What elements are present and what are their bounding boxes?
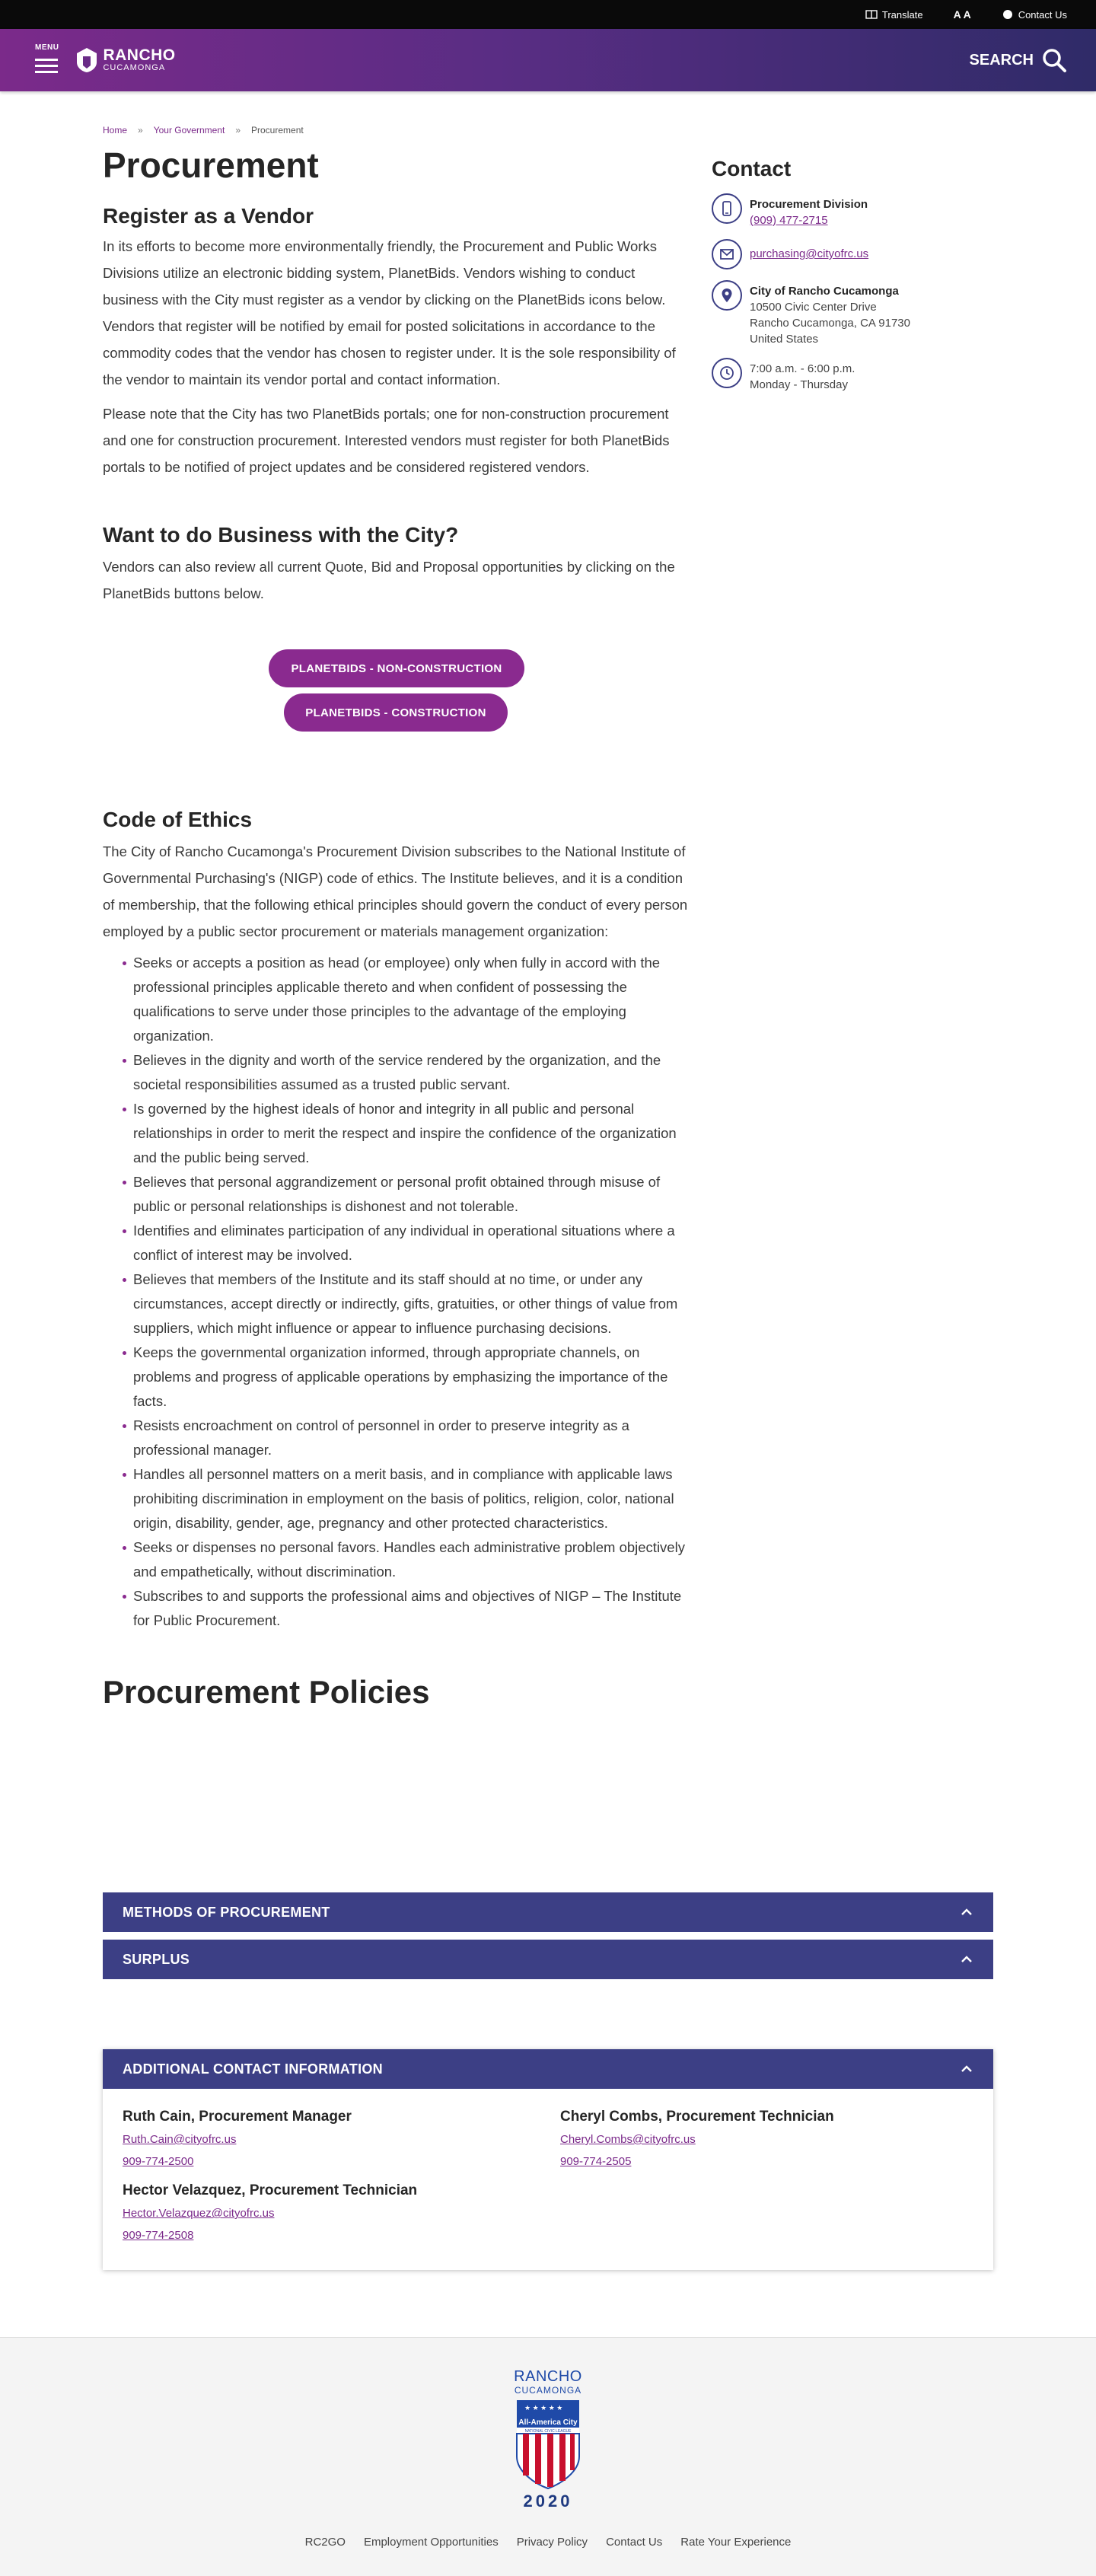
ethics-intro: The City of Rancho Cucamonga's Procurement Division subscribes to the National Institute of Governmental Purchasing's (NIGP) code of ethics. The Institute believes, and it is a condition of membership, that the following ethical principles should govern the conduct of every person employed by a public sector procurement or materials management organization: (103, 843, 688, 939)
footer-link-employment[interactable]: Employment Opportunities (363, 2536, 499, 2549)
ethics-list (103, 951, 689, 1633)
contact-hours-row (712, 358, 986, 393)
contact-phone-row (712, 193, 986, 228)
footer-year: 2020 (523, 2492, 573, 2511)
list-item: Seeks or accepts a position as head (or employee) only when fully in accord with the professional principles applicable thereto and when confident of possessing the qualifications to serve under those principles to the advantage of the employing organization. (123, 951, 689, 1048)
site-logo[interactable] (75, 47, 175, 73)
list-item: Believes in the dignity and worth of the service rendered by the organization, and the societal responsibilities assumed as a trusted public servant. (123, 1048, 689, 1097)
accordion-additional-contact-label: ADDITIONAL CONTACT INFORMATION (123, 2061, 383, 2077)
svg-text:★ ★ ★ ★ ★: ★ ★ ★ ★ ★ (524, 2404, 563, 2412)
envelope-icon (712, 239, 742, 269)
clock-icon (712, 358, 742, 388)
contact-division: Procurement Division (750, 198, 868, 211)
badge-title: All-America City (518, 2418, 578, 2427)
contact-days: Monday - Thursday (750, 378, 848, 391)
chevron-up-icon (960, 1905, 973, 1919)
footer-link-rc2go[interactable]: RC2GO (304, 2536, 346, 2549)
menu-button[interactable] (35, 43, 59, 77)
search-button[interactable] (970, 47, 1067, 73)
contact-email-row (712, 239, 986, 269)
accordion-additional-contact[interactable] (103, 2049, 993, 2089)
phone-icon (712, 193, 742, 224)
accordion-methods-label: METHODS OF PROCUREMENT (123, 1904, 330, 1920)
search-label: SEARCH (969, 51, 1034, 69)
breadcrumb-separator: » (138, 125, 143, 135)
list-item: Believes that members of the Institute and its staff should at no time, or under any circumstances, accept directly or indirectly, gifts, gratuities, or other things of value from suppliers, which might influence or appear to influence purchasing decisions. (123, 1267, 689, 1341)
accordion-surplus-label: SURPLUS (123, 1951, 190, 1967)
contact-person-phone[interactable]: 909-774-2505 (560, 2155, 632, 2168)
contact-address-line3: United States (750, 333, 819, 346)
menu-label: MENU (35, 43, 59, 52)
translate-label: Translate (881, 8, 923, 21)
logo-line1: RANCHO (103, 46, 176, 64)
contact-address-line1: 10500 Civic Center Drive (750, 301, 877, 314)
planetbids-buttons (103, 649, 689, 733)
additional-contact-panel (103, 2049, 993, 2270)
page-title: Procurement (103, 145, 319, 185)
footer-logo-line2: CUCAMONGA (514, 2385, 582, 2396)
contact-email-link[interactable]: purchasing@cityofrc.us (750, 247, 869, 260)
contact-person-name: Ruth Cain, Procurement Manager (123, 2109, 352, 2125)
accordion-surplus[interactable] (103, 1940, 993, 1979)
page-body (0, 91, 1096, 2576)
text-size-toggle[interactable] (954, 8, 971, 21)
main-content (103, 91, 689, 1714)
contact-person-phone[interactable]: 909-774-2500 (123, 2155, 194, 2168)
breadcrumb-current: Procurement (251, 125, 304, 135)
logo-line2: CUCAMONGA (103, 63, 166, 72)
breadcrumb-your-government[interactable]: Your Government (153, 125, 225, 135)
list-item: Handles all personnel matters on a merit basis, and in compliance with applicable laws prohibiting discrimination in employment on the basis of politics, religion, color, national origin, disability, gender, age, pregnancy and other protected characteristics. (123, 1462, 689, 1535)
list-item: Seeks or dispenses no personal favors. Handles each administrative problem objectively and empathetically, without discrimination. (123, 1535, 689, 1584)
contact-phone-link[interactable]: (909) 477-2715 (750, 214, 828, 227)
chevron-up-icon (960, 2062, 973, 2076)
translate-link[interactable] (865, 8, 923, 21)
footer-logo-line1: RANCHO (514, 2368, 582, 2385)
contact-address-row (712, 280, 986, 347)
contact-person-phone[interactable]: 909-774-2508 (123, 2229, 194, 2242)
site-footer (0, 2337, 1096, 2576)
search-icon (1041, 47, 1067, 73)
text-size-label: A A (953, 8, 971, 21)
translate-icon (865, 8, 878, 21)
planetbids-construction-button[interactable]: PLANETBIDS - CONSTRUCTION (284, 693, 508, 732)
register-paragraph-2: Please note that the City has two PlanetBids portals; one for non-construction procurement and one for construction procurement. Interested vendors must register for both PlanetBids portals to be notified of project updates and be considered registered vendors. (103, 406, 670, 475)
register-heading: Register as a Vendor (103, 204, 314, 228)
contact-heading: Contact (712, 157, 792, 180)
contact-person (123, 2109, 352, 2177)
breadcrumb (103, 125, 689, 135)
list-item: Resists encroachment on control of personnel in order to preserve integrity as a professional manager. (123, 1414, 689, 1462)
contact-hours: 7:00 a.m. - 6:00 p.m. (750, 362, 855, 375)
footer-link-rate[interactable]: Rate Your Experience (680, 2536, 792, 2549)
footer-links (0, 2536, 1096, 2549)
register-paragraph-1: In its efforts to become more environmentally friendly, the Procurement and Public Works Divisions utilize an electronic bidding system, PlanetBids. Vendors wishing to conduct business with the City must register as a vendor by clicking on the PlanetBids icons below. Vendors that register will be notified by email for posted solicitations in accordance to the commodity codes that the vendor has chosen to register under. It is the sole responsibility of the vendor to maintain its vendor portal and contact information. (103, 238, 676, 387)
planetbids-nonconstruction-button[interactable]: PLANETBIDS - NON-CONSTRUCTION (269, 649, 524, 687)
accordion-methods-of-procurement[interactable] (103, 1892, 993, 1932)
all-america-city-badge-icon (514, 2399, 582, 2490)
list-item: Subscribes to and supports the professional aims and objectives of NIGP – The Institute for Public Procurement. (123, 1584, 689, 1633)
breadcrumb-separator: » (235, 125, 241, 135)
contact-person-name: Hector Velazquez, Procurement Technician (123, 2182, 418, 2198)
business-paragraph: Vendors can also review all current Quote, Bid and Proposal opportunities by clicking on the PlanetBids buttons below. (103, 559, 675, 601)
contact-person (123, 2182, 417, 2251)
contact-person-email[interactable]: Hector.Velazquez@cityofrc.us (123, 2207, 275, 2220)
footer-link-privacy[interactable]: Privacy Policy (516, 2536, 588, 2549)
business-heading: Want to do Business with the City? (103, 523, 459, 547)
breadcrumb-home[interactable]: Home (103, 125, 128, 135)
contact-sidebar (712, 91, 986, 403)
list-item: Identifies and eliminates participation of any individual in operational situations where a conflict of interest may be involved. (123, 1219, 689, 1267)
contact-address-line2: Rancho Cucamonga, CA 91730 (750, 317, 910, 330)
contact-person-email[interactable]: Ruth.Cain@cityofrc.us (123, 2133, 237, 2146)
logo-emblem-icon (75, 47, 98, 73)
badge-subtitle: NATIONAL CIVIC LEAGUE (524, 2429, 572, 2434)
contact-us-label: Contact Us (1018, 8, 1067, 21)
contact-person-name: Cheryl Combs, Procurement Technician (560, 2109, 834, 2125)
site-header (0, 29, 1096, 91)
chat-bubble-icon (1002, 8, 1014, 21)
footer-link-contact[interactable]: Contact Us (606, 2536, 663, 2549)
policies-heading: Procurement Policies (103, 1674, 430, 1710)
ethics-heading: Code of Ethics (103, 808, 253, 831)
contact-person-email[interactable]: Cheryl.Combs@cityofrc.us (560, 2133, 696, 2146)
footer-logo[interactable] (508, 2368, 588, 2511)
map-pin-icon (712, 280, 742, 311)
hamburger-icon (35, 55, 58, 77)
list-item: Keeps the governmental organization informed, through appropriate channels, on problems and progress of applicable operations by emphasizing the importance of the facts. (123, 1341, 689, 1414)
contact-person (560, 2109, 834, 2177)
utility-bar (0, 0, 1096, 29)
list-item: Is governed by the highest ideals of honor and integrity in all public and personal relationships in order to merit the respect and inspire the confidence of the organization and the public being served. (123, 1097, 689, 1170)
contact-address-name: City of Rancho Cucamonga (750, 285, 899, 298)
list-item: Believes that personal aggrandizement or personal profit obtained through misuse of public or personal relationships is dishonest and not tolerable. (123, 1170, 689, 1219)
contact-us-link[interactable] (1002, 8, 1067, 21)
chevron-up-icon (960, 1953, 973, 1966)
